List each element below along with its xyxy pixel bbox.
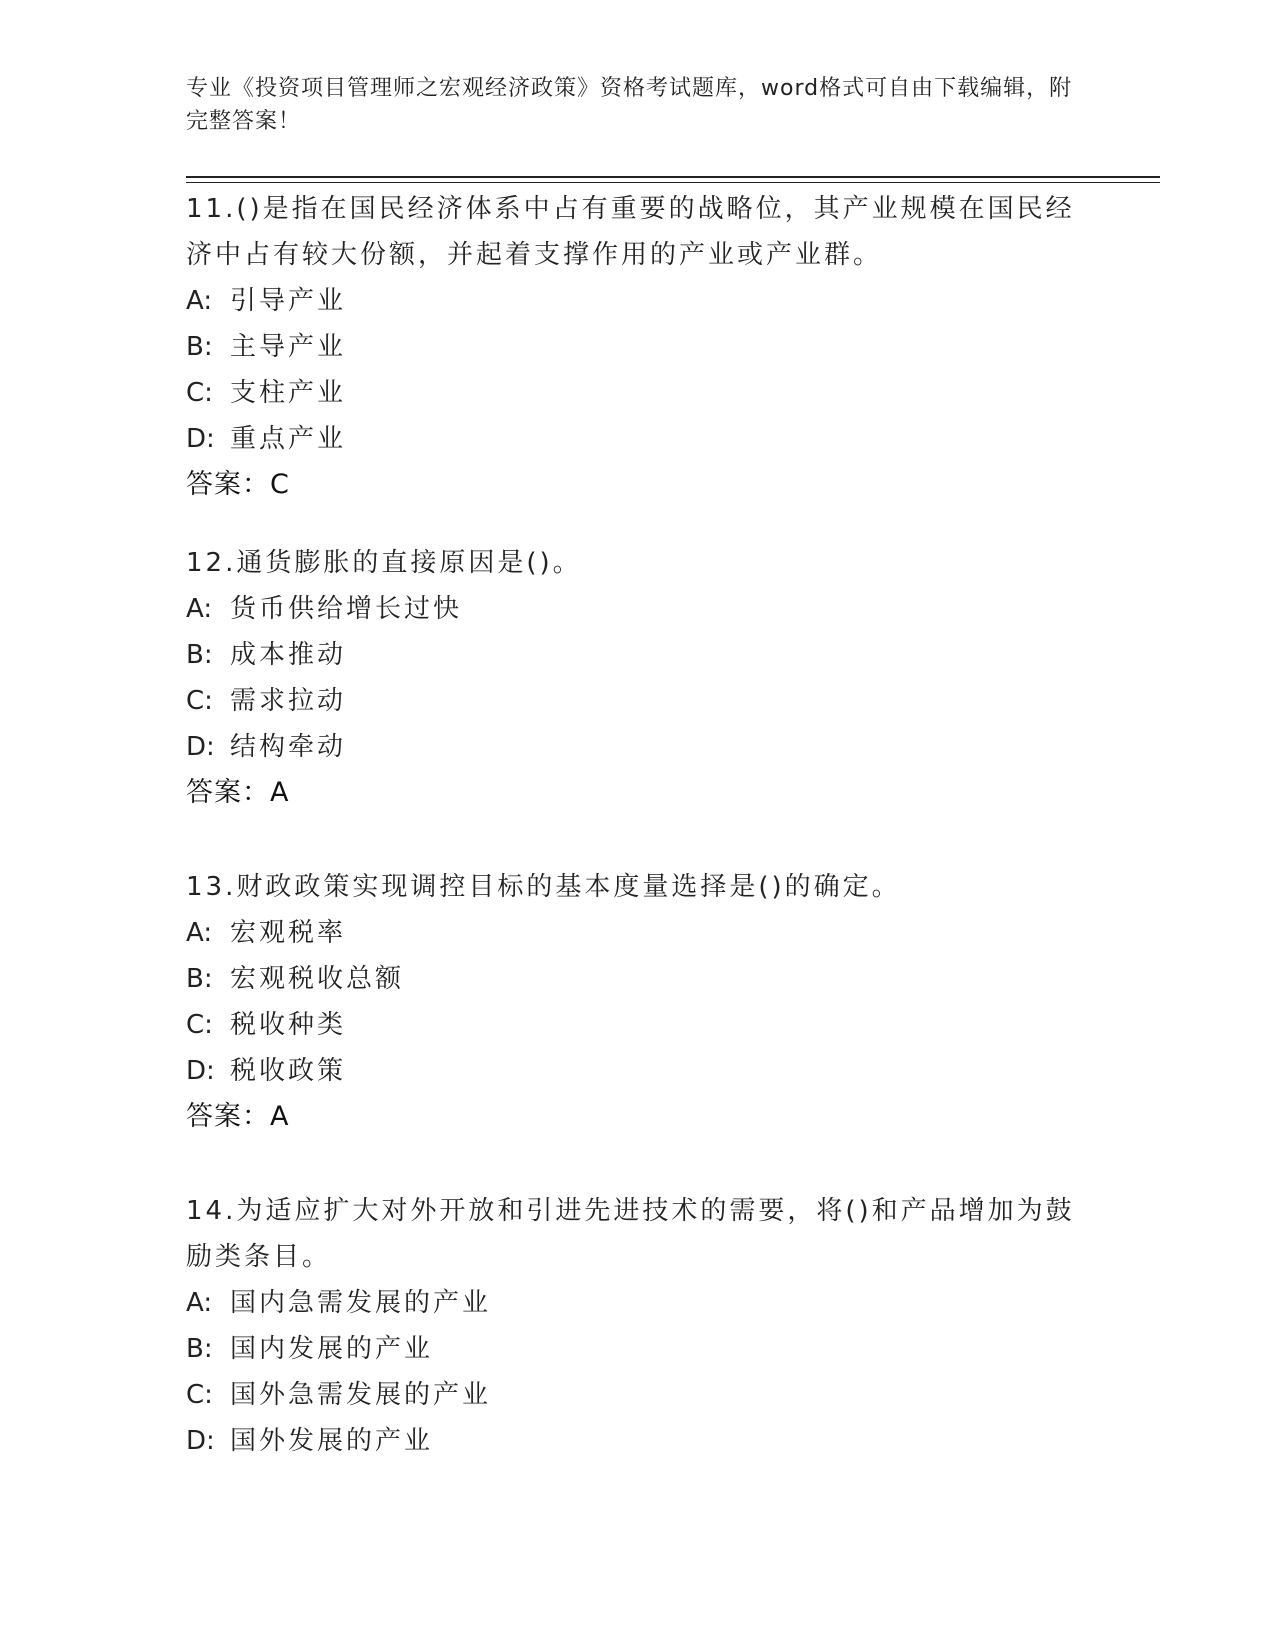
document-header: 专业《投资项目管理师之宏观经济政策》资格考试题库，word格式可自由下载编辑，附完整答案！ — [186, 76, 1073, 134]
option-letter: B: — [186, 1334, 213, 1364]
option-text: 货币供给增长过快 — [230, 594, 463, 624]
question-stem: 11.()是指在国民经济体系中占有重要的战略位，其产业规模在国民经济中占有较大份额，并起着支撑作用的产业或产业群。 — [186, 194, 1075, 270]
option-letter: A: — [186, 1288, 213, 1318]
option-a — [186, 278, 1086, 324]
option-a — [186, 1280, 1086, 1326]
option-c — [186, 1002, 1086, 1048]
option-letter: D: — [186, 732, 215, 762]
option-a — [186, 586, 1086, 632]
option-text: 支柱产业 — [230, 378, 347, 408]
question-14 — [186, 1188, 1086, 1464]
option-text: 税收政策 — [230, 1056, 347, 1086]
option-text: 税收种类 — [230, 1010, 347, 1040]
question-stem: 14.为适应扩大对外开放和引进先进技术的需要，将()和产品增加为鼓励类条目。 — [186, 1196, 1075, 1272]
option-a — [186, 910, 1086, 956]
option-letter: C: — [186, 686, 213, 716]
option-text: 宏观税收总额 — [230, 964, 405, 994]
question-stem: 12.通货膨胀的直接原因是()。 — [186, 548, 582, 578]
answer-line: 答案：A — [186, 1101, 290, 1132]
option-letter: D: — [186, 1056, 215, 1086]
option-text: 引导产业 — [230, 286, 347, 316]
option-c — [186, 370, 1086, 416]
answer-line: 答案：A — [186, 777, 290, 808]
option-letter: D: — [186, 424, 215, 454]
answer-line: 答案：C — [186, 469, 290, 500]
option-b — [186, 324, 1086, 370]
option-d — [186, 1418, 1086, 1464]
option-c — [186, 1372, 1086, 1418]
option-b — [186, 956, 1086, 1002]
option-text: 主导产业 — [230, 332, 347, 362]
option-letter: C: — [186, 1010, 213, 1040]
question-11 — [186, 186, 1086, 508]
option-text: 需求拉动 — [230, 686, 347, 716]
option-b — [186, 632, 1086, 678]
header-divider-thick — [186, 176, 1160, 178]
question-13 — [186, 864, 1086, 1140]
option-letter: D: — [186, 1426, 215, 1456]
question-12 — [186, 540, 1086, 816]
option-d — [186, 724, 1086, 770]
option-d — [186, 1048, 1086, 1094]
option-text: 国内发展的产业 — [230, 1334, 434, 1364]
option-c — [186, 678, 1086, 724]
option-text: 结构牵动 — [230, 732, 347, 762]
option-text: 国外发展的产业 — [230, 1426, 434, 1456]
option-text: 国内急需发展的产业 — [230, 1288, 492, 1318]
option-letter: B: — [186, 964, 213, 994]
question-stem: 13.财政政策实现调控目标的基本度量选择是()的确定。 — [186, 872, 901, 902]
option-text: 成本推动 — [230, 640, 347, 670]
option-letter: A: — [186, 286, 213, 316]
option-text: 重点产业 — [230, 424, 347, 454]
option-letter: C: — [186, 1380, 213, 1410]
header-divider-thin — [186, 182, 1160, 183]
option-text: 宏观税率 — [230, 918, 347, 948]
option-letter: C: — [186, 378, 213, 408]
option-letter: B: — [186, 332, 213, 362]
option-letter: B: — [186, 640, 213, 670]
option-text: 国外急需发展的产业 — [230, 1380, 492, 1410]
option-b — [186, 1326, 1086, 1372]
option-letter: A: — [186, 594, 213, 624]
option-letter: A: — [186, 918, 213, 948]
option-d — [186, 416, 1086, 462]
